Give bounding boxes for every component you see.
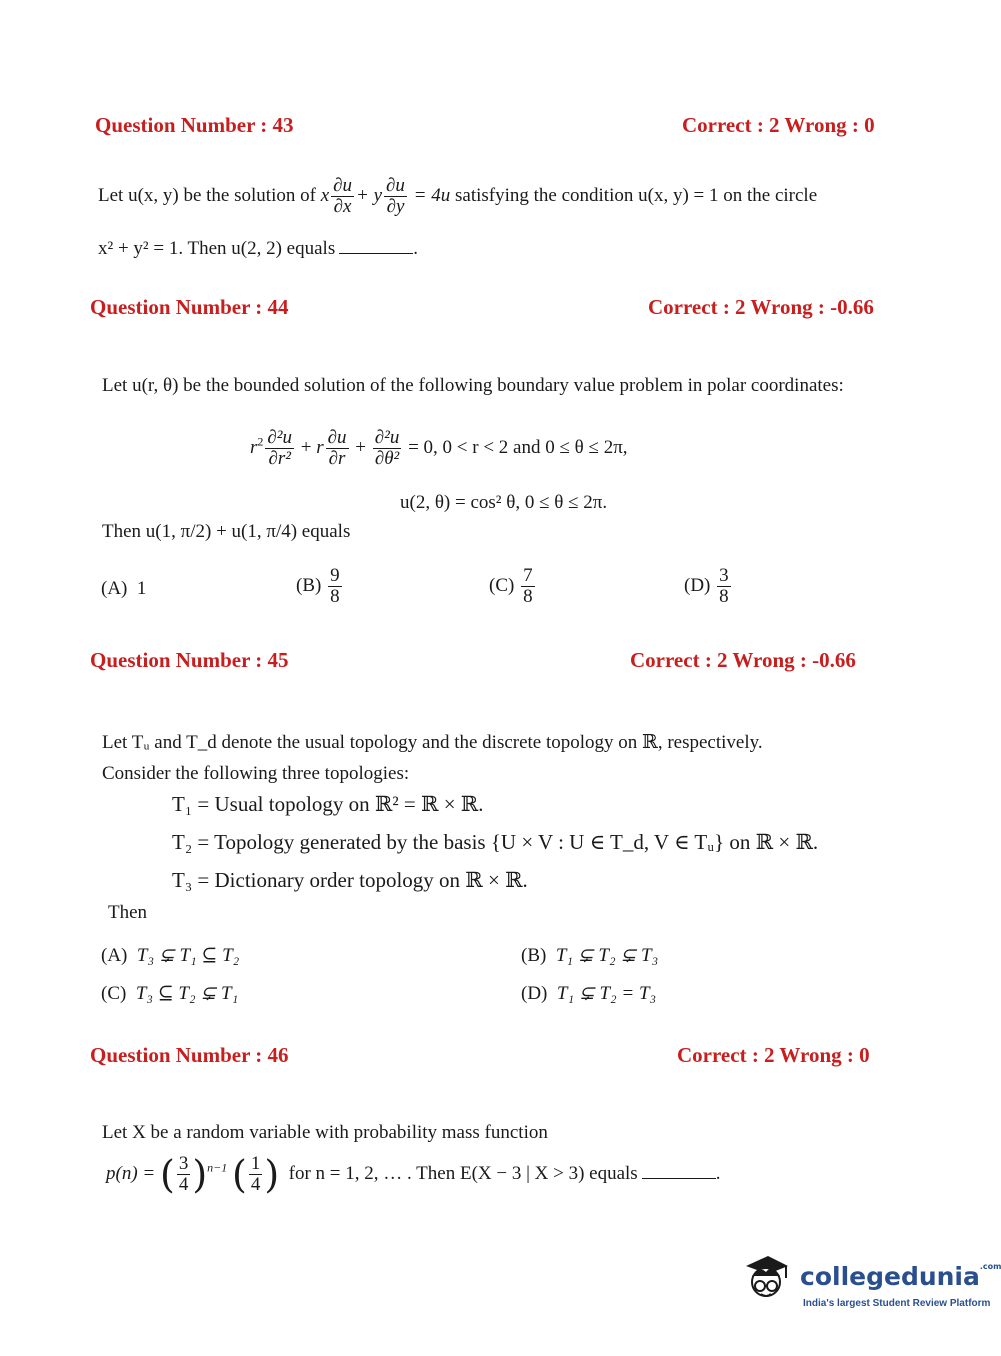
q43-statement-line2: x² + y² = 1. Then u(2, 2) equals . — [98, 238, 418, 259]
q45-option-b-expr: T₁ ⊊ T₂ ⊊ T₃ — [555, 945, 659, 966]
q45-number: Question Number : 45 — [90, 648, 289, 672]
q45-consider: Consider the following three topologies: — [102, 763, 410, 784]
q45-then: Then — [108, 902, 148, 923]
q44-option-c-label: (C) — [489, 574, 515, 596]
q45-option-d-expr: T₁ ⊊ T₂ = T₃ — [556, 983, 657, 1004]
q45-option-c-label: (C) — [101, 983, 127, 1004]
q44-pde-tail: = 0, 0 < r < 2 and 0 ≤ θ ≤ 2π, — [408, 436, 628, 458]
q43-marks: Correct : 2 Wrong : 0 — [682, 113, 875, 137]
q45-option-d-label: (D) — [521, 983, 548, 1004]
q45-option-c — [101, 982, 238, 1005]
q44-option-d-den: 8 — [719, 585, 729, 607]
logo-suffix: .com — [979, 1262, 1001, 1271]
q46-tail: for n = 1, 2, … . Then E(X − 3 | X > 3) equals — [288, 1162, 638, 1184]
q44-option-b-label: (B) — [296, 574, 322, 596]
q45-option-c-expr: T₃ ⊆ T₂ ⊊ T₁ — [135, 983, 239, 1004]
q43-answer-blank — [339, 253, 413, 254]
logo-name: collegedunia — [800, 1262, 980, 1291]
q43-number: Question Number : 43 — [95, 113, 294, 137]
q44-option-d-num: 3 — [719, 565, 729, 586]
q45-marks: Correct : 2 Wrong : -0.66 — [630, 648, 856, 672]
q45-t1: T₁ = Usual topology on ℝ² = ℝ × ℝ. — [172, 792, 484, 816]
q44-marks: Correct : 2 Wrong : -0.66 — [648, 295, 874, 319]
q45-t3: T₃ = Dictionary order topology on ℝ × ℝ. — [172, 868, 528, 892]
q44-boundary: u(2, θ) = cos² θ, 0 ≤ θ ≤ 2π. — [400, 492, 608, 513]
collegedunia-mascot-icon — [742, 1252, 790, 1310]
q45-intro: Let Tᵤ and T_d denote the usual topology and the discrete topology on ℝ, respectively. — [102, 732, 763, 753]
q46-intro: Let X be a random variable with probability mass function — [102, 1122, 548, 1143]
q44-option-c-den: 8 — [523, 585, 533, 607]
q45-option-d — [521, 982, 656, 1005]
q44-number: Question Number : 44 — [90, 295, 289, 319]
q46-answer-blank — [642, 1178, 716, 1179]
q43-statement-line1 — [98, 176, 817, 217]
q44-option-b — [296, 566, 344, 607]
q44-option-d-label: (D) — [684, 574, 711, 596]
q44-option-a-label: (A) — [101, 578, 128, 599]
logo-tagline: India's largest Student Review Platform — [803, 1298, 991, 1309]
q44-option-d — [684, 566, 733, 607]
q45-option-b — [521, 944, 658, 967]
q46-exponent: n−1 — [207, 1160, 228, 1175]
q44-option-b-den: 8 — [330, 585, 340, 607]
q45-option-b-label: (B) — [521, 945, 547, 966]
q46-marks: Correct : 2 Wrong : 0 — [677, 1043, 870, 1067]
q43-line2: x² + y² = 1. Then u(2, 2) equals — [98, 238, 336, 259]
q44-intro: Let u(r, θ) be the bounded solution of the following boundary value problem in polar coordinates: — [102, 375, 844, 396]
q44-then: Then u(1, π/2) + u(1, π/4) equals — [102, 521, 351, 542]
q45-option-a-expr: T₃ ⊊ T₁ ⊆ T₂ — [136, 945, 240, 966]
q45-t2: T₂ = Topology generated by the basis {U × V : U ∈ T_d, V ∈ Tᵤ} on ℝ × ℝ. — [172, 830, 819, 854]
q43-pde: x $\frac{\partial u}{\partial x}$ + y $\frac{\partial u}{\partial y}$ — [320, 175, 405, 217]
q44-option-c — [489, 566, 537, 607]
q44-pde: $r^2$ $\frac{\text{∂²u}}{\text{∂r²}}$ + r $\frac{\partial u}{\partial r}$ + $\frac{\text{∂²u}}{\text{∂θ²}}$ = 0, 0 < r < 2 and 0 ≤ θ ≤ 2π, — [250, 427, 628, 469]
q46-pmf-lhs: p(n) = — [106, 1162, 156, 1184]
logo-wordmark — [800, 1262, 1001, 1291]
q46-pmf: p(n) = ( $\frac{3}{4}$ )$^{n-1}$ ( $\frac{1}{4}$ ) for n = 1, 2, … . Then E(X − 3 | X > 3) equals . — [106, 1152, 721, 1197]
q44-option-a-value: 1 — [136, 578, 147, 599]
q44-option-a — [101, 578, 146, 600]
q45-option-a-label: (A) — [101, 945, 128, 966]
q46-number: Question Number : 46 — [90, 1043, 289, 1067]
q43-intro: Let u(x, y) be the solution of — [98, 184, 316, 206]
q43-condition: satisfying the condition u(x, y) = 1 on the circle — [455, 184, 818, 206]
q44-option-c-num: 7 — [523, 565, 533, 586]
q43-pde-rhs: = 4u — [413, 184, 451, 206]
q45-option-a — [101, 944, 239, 967]
q44-option-b-num: 9 — [330, 565, 340, 586]
